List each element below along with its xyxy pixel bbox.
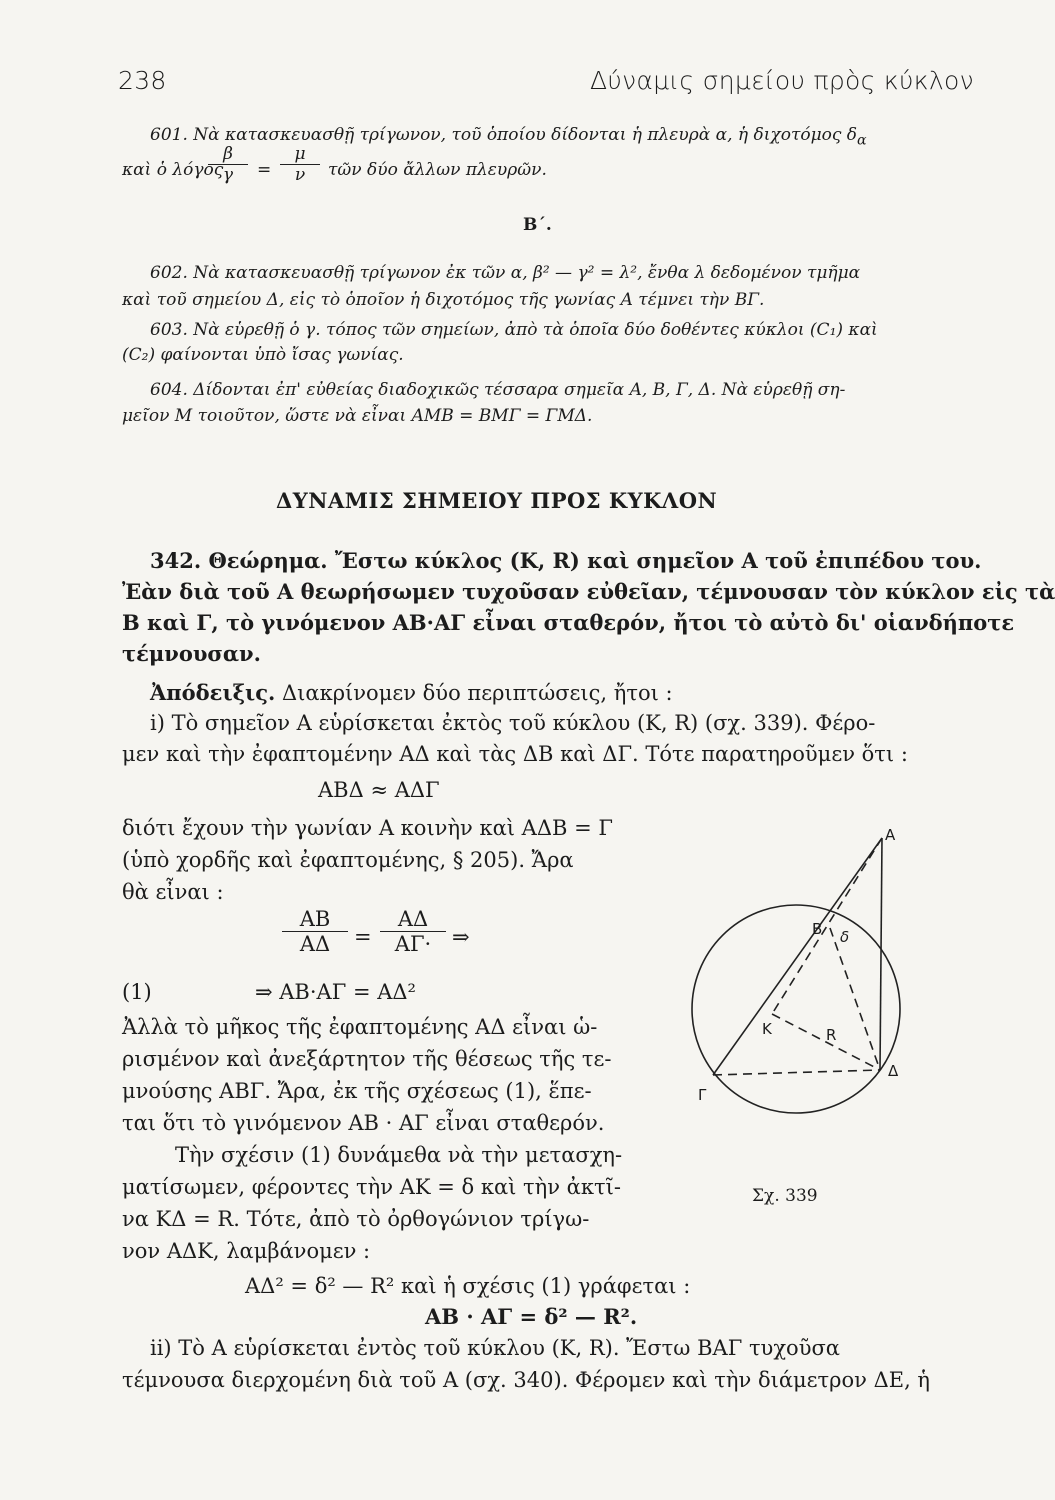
ratio-beta-gamma: $\frac{\beta}{\gamma}$	[208, 144, 248, 185]
implies-arrow: ⇒	[452, 925, 470, 949]
case1-line1: i) Τὸ σημεῖον Α εὑρίσκεται ἐκτὸς τοῦ κύκλου (Κ, R) (σχ. 339). Φέρο-	[150, 711, 876, 735]
para2-line4: νον ΑΔΚ, λαμβάνομεν :	[122, 1239, 371, 1263]
exercise-603-line1: 603. Νὰ εὑρεθῇ ὁ γ. τόπος τῶν σημείων, ἀπὸ τὰ ὁποῖα δύο δοθέντες κύκλοι (C₁) καὶ	[150, 320, 878, 340]
exercise-604-line1: 604. Δίδονται ἐπ' εὐθείας διαδοχικῶς τέσσαρα σημεῖα Α, Β, Γ, Δ. Νὰ εὑρεθῇ ση-	[150, 380, 846, 400]
figure-label-delta: δ	[840, 928, 850, 946]
exercise-601-pre: καὶ ὁ λόγος	[122, 160, 224, 180]
because-line1: διότι ἔχουν τὴν γωνίαν Α κοινὴν καὶ ΑΔΒ = Γ	[122, 816, 613, 840]
equation-1-label: (1)	[122, 980, 152, 1004]
para2-line1: Τὴν σχέσιν (1) δυνάμεθα νὰ τὴν μετασχη-	[175, 1143, 623, 1167]
because-line2: (ὑπὸ χορδῆς καὶ ἐφαπτομένης, § 205). Ἄρα	[122, 848, 574, 872]
theorem-line3: Β καὶ Γ, τὸ γινόμενον ΑΒ·ΑΓ εἶναι σταθερόν, ἤτοι τὸ αὐτὸ δι' οἱανδήποτε	[122, 610, 1015, 635]
figure-label-b: B	[812, 920, 823, 938]
exercise-602-line2: καὶ τοῦ σημείου Δ, εἰς τὸ ὁποῖον ἡ διχοτόμος τῆς γωνίας Α τέμνει τὴν ΒΓ.	[122, 290, 765, 310]
equation-3: ΑΒ · ΑΓ = δ² — R².	[425, 1304, 638, 1329]
similar-triangles: ΑΒΔ ≈ ΑΔΓ	[318, 778, 440, 802]
theorem-line1: 342. Θεώρημα. Ἔστω κύκλος (Κ, R) καὶ σημεῖον Α τοῦ ἐπιπέδου του.	[150, 548, 982, 573]
case1-line2: μεν καὶ τὴν ἐφαπτομένην ΑΔ καὶ τὰς ΔΒ καὶ ΔΓ. Τότε παρατηροῦμεν ὅτι :	[122, 742, 908, 766]
chord-BD	[830, 928, 880, 1070]
proof-intro: Ἀπόδειξις. Διακρίνομεν δύο περιπτώσεις, ἤτοι :	[150, 680, 673, 705]
exercise-604-line2: μεῖον Μ τοιοῦτον, ὥστε νὰ εἶναι ΑΜΒ = ΒΜΓ = ΓΜΔ.	[122, 406, 593, 426]
exercise-603-line2: (C₂) φαίνονται ὑπὸ ἴσας γωνίας.	[122, 345, 404, 365]
exercise-601-line1: 601. Νὰ κατασκευασθῇ τρίγωνον, τοῦ ὁποίου δίδονται ἡ πλευρὰ α, ἡ διχοτόμος $\delta_\alpha$	[150, 125, 867, 149]
figure-label-d: Δ	[888, 1062, 899, 1080]
section-label-b: Β΄.	[523, 215, 552, 235]
section-title: ΔΥΝΑΜΙΣ ΣΗΜΕΙΟΥ ΠΡΟΣ ΚΥΚΛΟΝ	[276, 488, 718, 513]
ratio-ab-ad: $\frac{AB}{A\Delta}$	[282, 907, 348, 956]
ratio-mu-nu: $\frac{\mu}{\nu}$	[280, 144, 320, 185]
exercise-602-line1: 602. Νὰ κατασκευασθῇ τρίγωνον ἐκ τῶν α, β² — γ² = λ², ἔνθα λ δεδομένον τμῆμα	[150, 263, 861, 283]
equation-1: ⇒ ΑΒ·ΑΓ = ΑΔ²	[255, 980, 416, 1004]
para2-line2: ματίσωμεν, φέροντες τὴν ΑΚ = δ καὶ τὴν ἀκτῖ-	[122, 1175, 621, 1199]
because-line3: θὰ εἶναι :	[122, 880, 224, 904]
equation-2: ΑΔ² = δ² — R² καὶ ἡ σχέσις (1) γράφεται :	[245, 1274, 691, 1298]
para1-line2: ρισμένον καὶ ἀνεξάρτητον τῆς θέσεως τῆς τε-	[122, 1047, 612, 1071]
secant-AG	[713, 838, 882, 1075]
figure-label-a: A	[885, 826, 896, 844]
case2-line2: τέμνουσα διερχομένη διὰ τοῦ Α (σχ. 340). Φέρομεν καὶ τὴν διάμετρον ΔΕ, ἡ	[122, 1368, 931, 1392]
figure-caption: Σχ. 339	[752, 1186, 818, 1206]
chord-GD	[713, 1070, 880, 1075]
segment-AK	[772, 838, 882, 1014]
para2-line3: να ΚΔ = R. Τότε, ἀπὸ τὸ ὀρθογώνιον τρίγω-	[122, 1207, 590, 1231]
page-number: 238	[118, 66, 167, 95]
equals-sign: =	[257, 160, 272, 180]
figure-label-g: Γ	[698, 1086, 707, 1104]
tangent-AD	[880, 838, 882, 1070]
ratio-equals: =	[354, 925, 372, 949]
para1-line4: ται ὅτι τὸ γινόμενον ΑΒ · ΑΓ εἶναι σταθερόν.	[122, 1111, 605, 1135]
theorem-line2: Ἐὰν διὰ τοῦ Α θεωρήσωμεν τυχοῦσαν εὐθεῖαν, τέμνουσαν τὸν κύκλον εἰς τὰ	[122, 579, 1055, 604]
ratio-ad-ag: $\frac{A\Delta}{A\Gamma\cdot}$	[380, 907, 446, 956]
theorem-line4: τέμνουσαν.	[122, 641, 261, 666]
exercise-601-post: τῶν δύο ἄλλων πλευρῶν.	[328, 160, 547, 180]
para1-line1: Ἀλλὰ τὸ μῆκος τῆς ἐφαπτομένης ΑΔ εἶναι ὡ-	[122, 1015, 598, 1039]
para1-line3: μνούσης ΑΒΓ. Ἄρα, ἐκ τῆς σχέσεως (1), ἕπε-	[122, 1079, 592, 1103]
figure-label-r: R	[826, 1026, 837, 1044]
figure-label-k: K	[762, 1020, 772, 1038]
circle-K	[692, 905, 900, 1113]
running-title: Δύναμις σημείου πρὸς κύκλον	[590, 66, 974, 95]
case2-line1: ii) Τὸ Α εὑρίσκεται ἐντὸς τοῦ κύκλου (Κ, R). Ἔστω ΒΑΓ τυχοῦσα	[150, 1336, 840, 1360]
